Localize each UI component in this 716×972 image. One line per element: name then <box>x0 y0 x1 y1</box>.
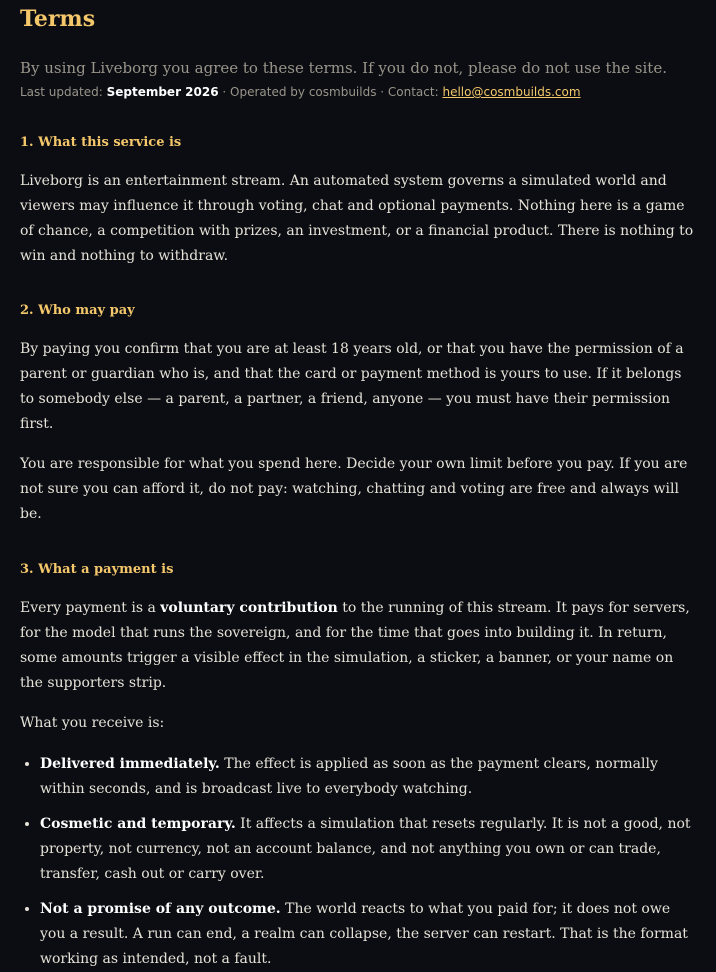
section-what-this-service-is <box>20 133 696 269</box>
section-paragraph: By paying you confirm that you are at least 18 years old, or that you have the permission of a parent or guardian who is, and that the card or payment method is yours to use. If it belongs to somebody else — a parent, a partner, a friend, anyone — you must have their permission first. <box>20 341 684 432</box>
contact-email-link[interactable]: hello@cosmbuilds.com <box>442 85 581 99</box>
list-item-title: Not a promise of any outcome. <box>40 901 281 917</box>
list-item-text: The world reacts to what you paid for; it does not owe you a result. A run can end, a realm can collapse, the server can restart. That is the format working as intended, not a fault. <box>40 901 688 967</box>
section-what-a-payment-is <box>20 560 696 972</box>
section-paragraph <box>20 596 696 696</box>
updated-label: Last updated: <box>20 85 103 99</box>
operator-text: · Operated by cosmbuilds · Contact: <box>222 85 439 99</box>
section-paragraph: What you receive is: <box>20 715 165 731</box>
intro-text: By using Liveborg you agree to these terms. If you do not, please do not use the site. <box>20 59 667 77</box>
section-heading: 2. Who may pay <box>20 303 135 318</box>
section-who-may-pay <box>20 301 696 527</box>
section-paragraph: Liveborg is an entertainment stream. An automated system governs a simulated world and viewers may influence it through voting, chat and optional payments. Nothing here is a game of chance, a competition with prizes, an investment, or a financial product. There is nothing to win and nothing to withdraw. <box>20 173 694 264</box>
list-item-text: The effect is applied as soon as the payment clears, normally within seconds, and is broadcast live to everybody watching. <box>40 756 658 797</box>
list-item <box>40 752 696 802</box>
list-item-title: Cosmetic and temporary. <box>40 816 236 832</box>
receive-list <box>20 752 696 972</box>
list-item <box>40 897 696 972</box>
list-item <box>40 812 696 887</box>
section-paragraph: You are responsible for what you spend here. Decide your own limit before you pay. If you are not sure you can afford it, do not pay: watching, chatting and voting are free and always will be. <box>20 456 688 522</box>
paragraph-text: Every payment is a <box>20 600 161 616</box>
page-title: Terms <box>20 6 96 32</box>
updated-date: September 2026 <box>106 85 219 99</box>
list-item-text: It affects a simulation that resets regularly. It is not a good, not property, not currency, not an account balance, and not anything you own or can trade, transfer, cash out or carry over. <box>40 816 691 882</box>
section-heading: 3. What a payment is <box>20 562 174 577</box>
list-item-title: Delivered immediately. <box>40 756 220 772</box>
meta-line <box>20 84 696 100</box>
section-heading: 1. What this service is <box>20 135 182 150</box>
emphasis-voluntary-contribution: voluntary contribution <box>160 600 338 616</box>
paragraph-text: to the running of this stream. It pays for servers, for the model that runs the sovereign, and for the time that goes into building it. In return, some amounts trigger a visible effect in the simulation, a sticker, a banner, or your name on the supporters strip. <box>20 600 690 691</box>
